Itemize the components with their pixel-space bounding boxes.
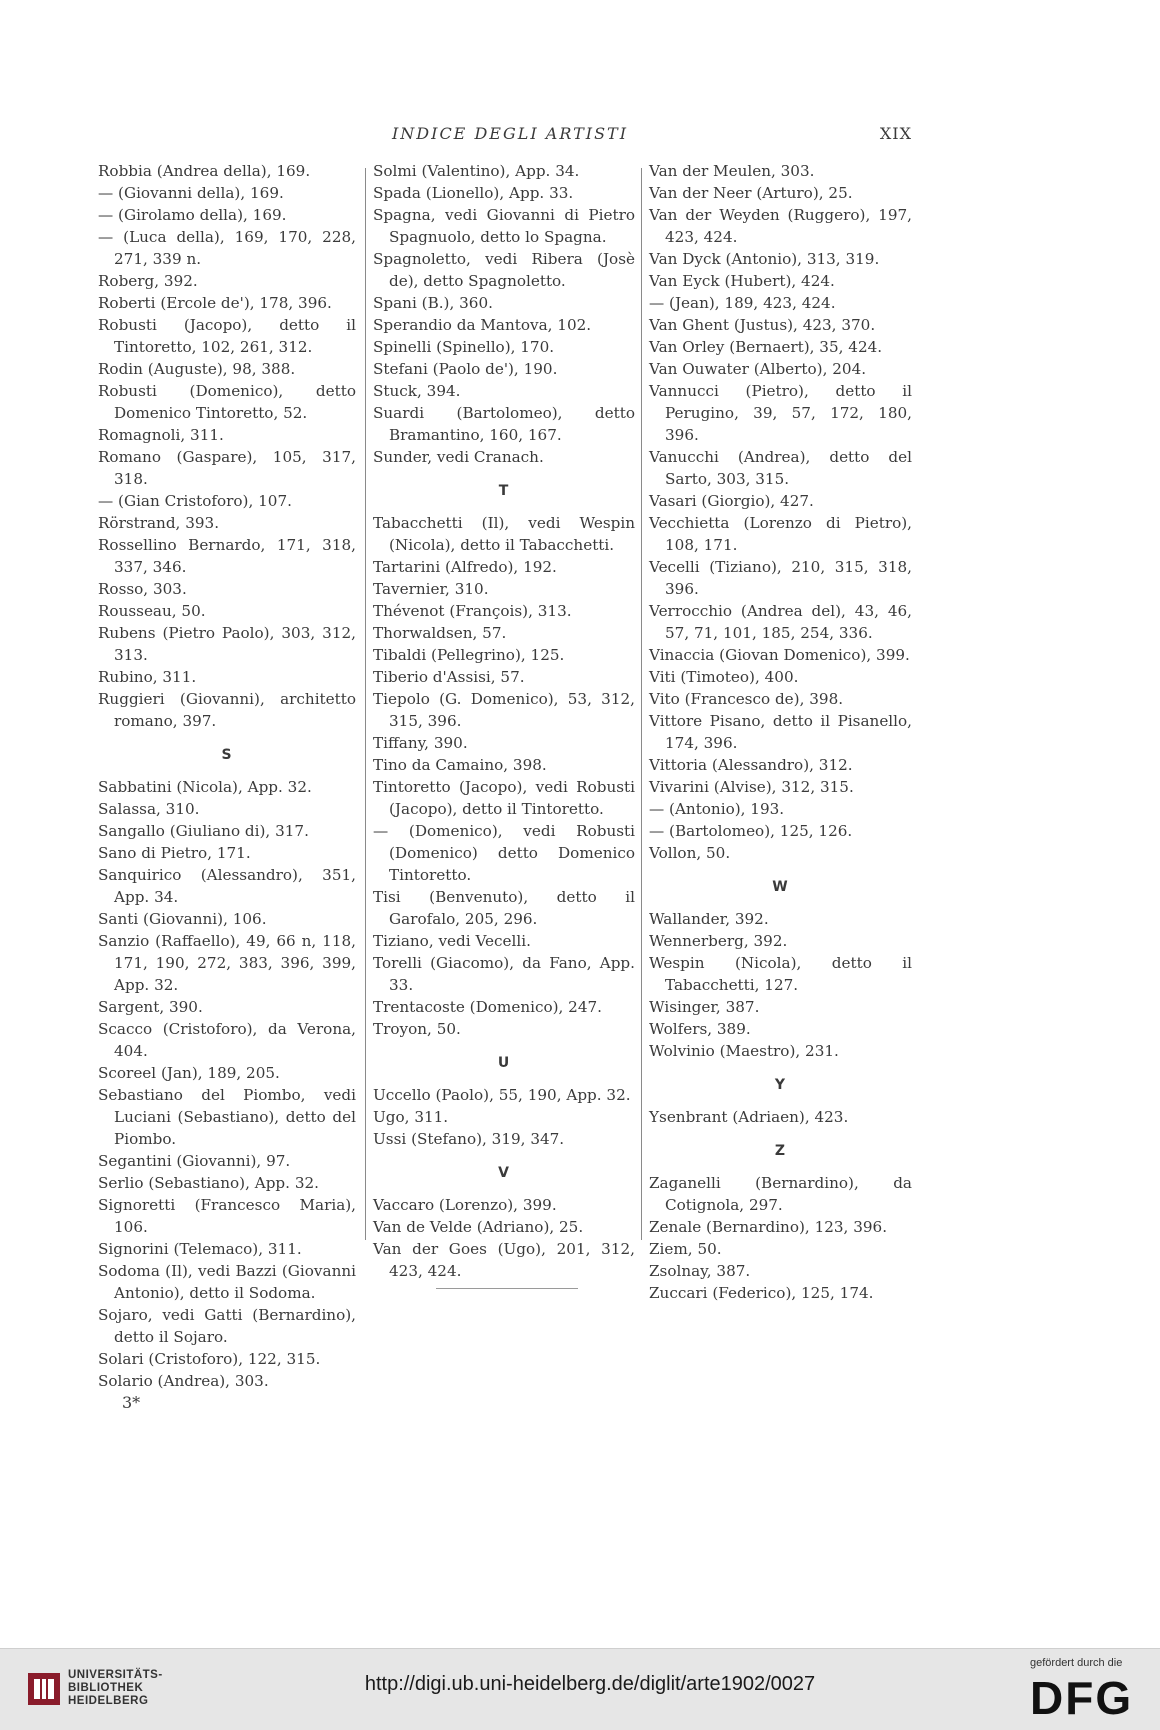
index-entry: Scacco (Cristoforo), da Verona, 404.	[98, 1020, 356, 1060]
index-entry: Sanquirico (Alessandro), 351, App. 34.	[98, 866, 356, 906]
index-entry: Wisinger, 387.	[649, 998, 760, 1016]
index-entry: Rubens (Pietro Paolo), 303, 312, 313.	[98, 624, 356, 664]
index-entry: Torelli (Giacomo), da Fano, App. 33.	[373, 954, 635, 994]
index-entry: Tiberio d'Assisi, 57.	[373, 668, 525, 686]
index-entry: Sebastiano del Piombo, vedi Luciani (Sebastiano), detto del Piombo.	[98, 1086, 356, 1148]
index-entry: Rosso, 303.	[98, 580, 187, 598]
index-entry: Tibaldi (Pellegrino), 125.	[373, 646, 565, 664]
index-entry: Robbia (Andrea della), 169.	[98, 162, 311, 180]
sponsor-caption: gefördert durch die	[1030, 1657, 1123, 1669]
index-entry: Tiffany, 390.	[373, 734, 468, 752]
index-entry: Roberti (Ercole de'), 178, 396.	[98, 294, 332, 312]
library-name	[68, 1669, 163, 1708]
index-entry: Serlio (Sebastiano), App. 32.	[98, 1174, 319, 1192]
index-entry: Spada (Lionello), App. 33.	[373, 184, 574, 202]
index-entry: Van der Neer (Arturo), 25.	[649, 184, 853, 202]
index-entry: — (Luca della), 169, 170, 228, 271, 339 n.	[98, 228, 356, 268]
index-entry: Tiziano, vedi Vecelli.	[373, 932, 531, 950]
index-entry: Wennerberg, 392.	[649, 932, 788, 950]
end-rule	[436, 1288, 578, 1289]
index-entry: Solario (Andrea), 303.	[98, 1372, 269, 1390]
index-entry: Vito (Francesco de), 398.	[649, 690, 844, 708]
index-entry: Romano (Gaspare), 105, 317, 318.	[98, 448, 356, 488]
index-entry: — (Girolamo della), 169.	[98, 206, 287, 224]
index-entry: Robusti (Jacopo), detto il Tintoretto, 102, 261, 312.	[98, 316, 356, 356]
index-entry: Van Ghent (Justus), 423, 370.	[649, 316, 876, 334]
index-entry: Van de Velde (Adriano), 25.	[373, 1218, 584, 1236]
index-entry: Solari (Cristoforo), 122, 315.	[98, 1350, 321, 1368]
section-letter: U	[497, 1055, 511, 1071]
index-entry: Vittore Pisano, detto il Pisanello, 174, 396.	[649, 712, 912, 752]
index-entry: Rubino, 311.	[98, 668, 197, 686]
index-entry: Wallander, 392.	[649, 910, 769, 928]
section-letter: V	[498, 1165, 510, 1181]
index-entry: Rousseau, 50.	[98, 602, 206, 620]
index-entry: Rörstrand, 393.	[98, 514, 220, 532]
index-entry: Solmi (Valentino), App. 34.	[373, 162, 580, 180]
page-number: XIX	[879, 124, 912, 143]
index-entry: Wolvinio (Maestro), 231.	[649, 1042, 839, 1060]
index-entry: Tisi (Benvenuto), detto il Garofalo, 205, 296.	[373, 888, 635, 928]
index-entry: Signoretti (Francesco Maria), 106.	[98, 1196, 356, 1236]
index-entry: Ussi (Stefano), 319, 347.	[373, 1130, 565, 1148]
index-entry: — (Giovanni della), 169.	[98, 184, 284, 202]
index-entry: Tino da Camaino, 398.	[373, 756, 547, 774]
index-entry: Vivarini (Alvise), 312, 315.	[649, 778, 854, 796]
index-entry: — (Bartolomeo), 125, 126.	[649, 822, 853, 840]
index-entry: Signorini (Telemaco), 311.	[98, 1240, 302, 1258]
index-entry: Sodoma (Il), vedi Bazzi (Giovanni Antonio), detto il Sodoma.	[98, 1262, 356, 1302]
index-column-1	[98, 160, 356, 1392]
index-entry: — (Domenico), vedi Robusti (Domenico) detto Domenico Tintoretto.	[373, 822, 635, 884]
index-entry: Van Dyck (Antonio), 313, 319.	[649, 250, 880, 268]
index-entry: Van Orley (Bernaert), 35, 424.	[649, 338, 883, 356]
index-entry: Van der Goes (Ugo), 201, 312, 423, 424.	[373, 1240, 635, 1280]
dfg-logo: DFG	[1030, 1672, 1134, 1724]
index-entry: Tabacchetti (Il), vedi Wespin (Nicola), detto il Tabacchetti.	[373, 514, 635, 554]
index-entry: Spagnoletto, vedi Ribera (Josè de), detto Spagnoletto.	[373, 250, 635, 290]
library-line: UNIVERSITÄTS-	[68, 1669, 163, 1681]
index-entry: Segantini (Giovanni), 97.	[98, 1152, 291, 1170]
index-entry: Zsolnay, 387.	[649, 1262, 751, 1280]
index-entry: Sojaro, vedi Gatti (Bernardino), detto il Sojaro.	[98, 1306, 356, 1346]
index-entry: Stuck, 394.	[373, 382, 461, 400]
index-entry: Tartarini (Alfredo), 192.	[373, 558, 557, 576]
index-entry: Zenale (Bernardino), 123, 396.	[649, 1218, 888, 1236]
index-entry: Sunder, vedi Cranach.	[373, 448, 544, 466]
index-entry: Vecchietta (Lorenzo di Pietro), 108, 171.	[649, 514, 912, 554]
index-entry: Spani (B.), 360.	[373, 294, 493, 312]
index-entry: Scoreel (Jan), 189, 205.	[98, 1064, 280, 1082]
index-entry: Romagnoli, 311.	[98, 426, 224, 444]
index-entry: Vecelli (Tiziano), 210, 315, 318, 396.	[649, 558, 912, 598]
index-entry: Wolfers, 389.	[649, 1020, 751, 1038]
index-column-3	[649, 160, 912, 1304]
column-rule	[365, 168, 366, 1240]
index-entry: Spinelli (Spinello), 170.	[373, 338, 555, 356]
index-entry: Vasari (Giorgio), 427.	[649, 492, 814, 510]
index-entry: Verrocchio (Andrea del), 43, 46, 57, 71, 101, 185, 254, 336.	[649, 602, 912, 642]
index-entry: Vinaccia (Giovan Domenico), 399.	[649, 646, 910, 664]
index-entry: Sabbatini (Nicola), App. 32.	[98, 778, 312, 796]
index-entry: Van Ouwater (Alberto), 204.	[649, 360, 867, 378]
index-entry: Zuccari (Federico), 125, 174.	[649, 1284, 874, 1302]
index-entry: Van Eyck (Hubert), 424.	[649, 272, 835, 290]
section-letter: Z	[774, 1143, 787, 1159]
index-entry: Vittoria (Alessandro), 312.	[649, 756, 853, 774]
index-entry: Suardi (Bartolomeo), detto Bramantino, 160, 167.	[373, 404, 635, 444]
section-letter: W	[772, 879, 789, 895]
index-entry: Robusti (Domenico), detto Domenico Tintoretto, 52.	[98, 382, 356, 422]
source-url-link[interactable]: http://digi.ub.uni-heidelberg.de/diglit/arte1902/0027	[364, 1673, 816, 1695]
section-letter: S	[221, 747, 233, 763]
index-entry: Vollon, 50.	[649, 844, 731, 862]
signature-mark: 3*	[122, 1393, 141, 1412]
index-entry: Thévenot (François), 313.	[373, 602, 572, 620]
index-entry: Ruggieri (Giovanni), architetto romano, 397.	[98, 690, 356, 730]
index-entry: Sperandio da Mantova, 102.	[373, 316, 592, 334]
index-entry: Zaganelli (Bernardino), da Cotignola, 297.	[649, 1174, 912, 1214]
index-entry: Stefani (Paolo de'), 190.	[373, 360, 558, 378]
index-entry: Ugo, 311.	[373, 1108, 449, 1126]
index-entry: Wespin (Nicola), detto il Tabacchetti, 127.	[649, 954, 912, 994]
column-rule	[641, 168, 642, 1240]
index-entry: Ziem, 50.	[649, 1240, 722, 1258]
index-entry: Sangallo (Giuliano di), 317.	[98, 822, 309, 840]
index-entry: Vanucchi (Andrea), detto del Sarto, 303, 315.	[649, 448, 912, 488]
library-logo-icon	[26, 1671, 62, 1707]
index-entry: Sanzio (Raffaello), 49, 66 n, 118, 171, 190, 272, 383, 396, 399, App. 32.	[98, 932, 356, 994]
index-entry: Uccello (Paolo), 55, 190, App. 32.	[373, 1086, 631, 1104]
index-entry: Thorwaldsen, 57.	[373, 624, 507, 642]
library-line: HEIDELBERG	[68, 1695, 149, 1707]
index-entry: Tavernier, 310.	[373, 580, 489, 598]
running-head: INDICE DEGLI ARTISTI	[391, 124, 629, 143]
index-entry: — (Antonio), 193.	[649, 800, 785, 818]
index-entry: Sano di Pietro, 171.	[98, 844, 251, 862]
footer-bar	[0, 1648, 1160, 1730]
section-letter: T	[498, 483, 510, 499]
index-entry: Tintoretto (Jacopo), vedi Robusti (Jacopo), detto il Tintoretto.	[373, 778, 635, 818]
index-entry: Tiepolo (G. Domenico), 53, 312, 315, 396.	[373, 690, 635, 730]
index-entry: Trentacoste (Domenico), 247.	[373, 998, 602, 1016]
section-letter: Y	[774, 1077, 787, 1093]
index-entry: Ysenbrant (Adriaen), 423.	[649, 1108, 849, 1126]
index-entry: — (Jean), 189, 423, 424.	[649, 294, 836, 312]
index-entry: Santi (Giovanni), 106.	[98, 910, 267, 928]
index-entry: Roberg, 392.	[98, 272, 198, 290]
library-line: BIBLIOTHEK	[68, 1682, 144, 1694]
index-entry: Van der Meulen, 303.	[649, 162, 815, 180]
index-entry: Viti (Timoteo), 400.	[649, 668, 799, 686]
index-entry: Van der Weyden (Ruggero), 197, 423, 424.	[649, 206, 912, 246]
index-entry: — (Gian Cristoforo), 107.	[98, 492, 292, 510]
index-entry: Salassa, 310.	[98, 800, 200, 818]
index-entry: Troyon, 50.	[373, 1020, 461, 1038]
index-entry: Vaccaro (Lorenzo), 399.	[373, 1196, 557, 1214]
index-entry: Vannucci (Pietro), detto il Perugino, 39, 57, 172, 180, 396.	[649, 382, 912, 444]
index-entry: Rodin (Auguste), 98, 388.	[98, 360, 296, 378]
index-entry: Spagna, vedi Giovanni di Pietro Spagnuolo, detto lo Spagna.	[373, 206, 635, 246]
index-entry: Sargent, 390.	[98, 998, 203, 1016]
index-entry: Rossellino Bernardo, 171, 318, 337, 346.	[98, 536, 356, 576]
index-column-2	[373, 160, 635, 1282]
